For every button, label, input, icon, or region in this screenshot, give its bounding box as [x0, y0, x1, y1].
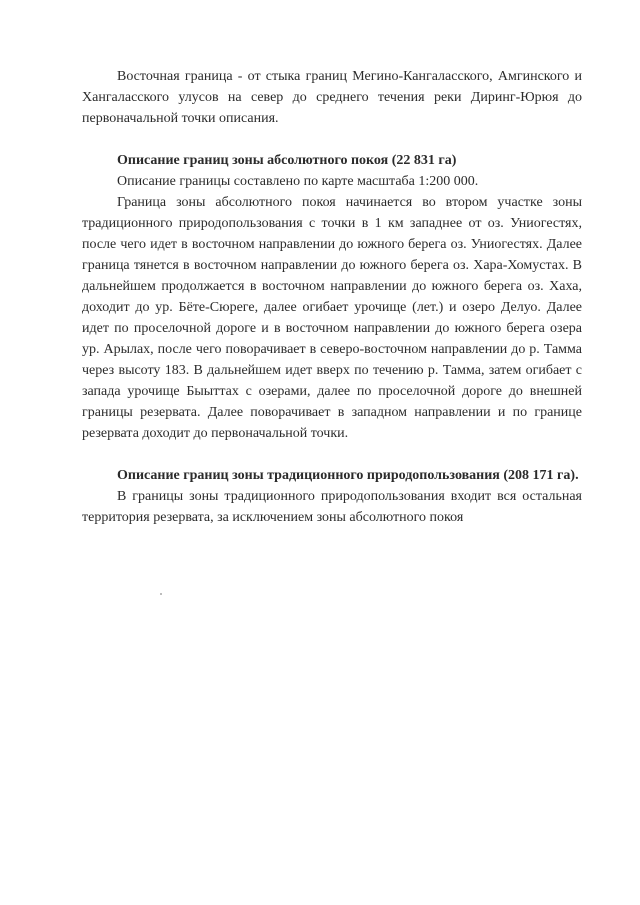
intro-section	[82, 66, 582, 129]
eastern-boundary-paragraph: Восточная граница - от стыка границ Мегино-Кангаласского, Амгинского и Хангаласского улусов на север до среднего течения реки Диринг-Юрюя до первоначальной точки описания.	[82, 69, 582, 126]
absolute-rest-zone-heading: Описание границ зоны абсолютного покоя (22 831 га)	[117, 153, 457, 168]
traditional-use-zone-section	[82, 465, 582, 528]
scan-speck	[160, 593, 162, 595]
absolute-rest-zone-paragraph: Граница зоны абсолютного покоя начинается во втором участке зоны традиционного природопользования с точки в 1 км западнее от оз. Униогестях, после чего идет в восточном направлении до южного берега оз. Униогестях. Далее граница тянется в восточном направлении до южного берега оз. Хара-Хомустах. В дальнейшем продолжается в восточном направлении до южного берега оз. Хаха, доходит до ур. Бёте-Сюреге, далее огибает урочище (лет.) и озеро Делуо. Далее идет по проселочной дороге и в восточном направлении до южного берега озера ур. Арылах, после чего поворачивает в северо-восточном направлении до р. Тамма через высоту 183. В дальнейшем идет вверх по течению р. Тамма, затем огибает с запада урочище Быыттах с озерами, далее по проселочной дороге до внешней границы резервата. Далее поворачивает в западном направлении и по границе резервата доходит до первоначальной точки.	[82, 195, 582, 441]
absolute-rest-zone-section	[82, 150, 582, 444]
map-scale-note: Описание границы составлено по карте масштаба 1:200 000.	[117, 174, 479, 189]
traditional-use-zone-heading: Описание границ зоны традиционного природопользования (208 171 га).	[117, 468, 579, 483]
traditional-use-zone-paragraph: В границы зоны традиционного природопользования входит вся остальная территория резервата, за исключением зоны абсолютного покоя	[82, 489, 582, 525]
